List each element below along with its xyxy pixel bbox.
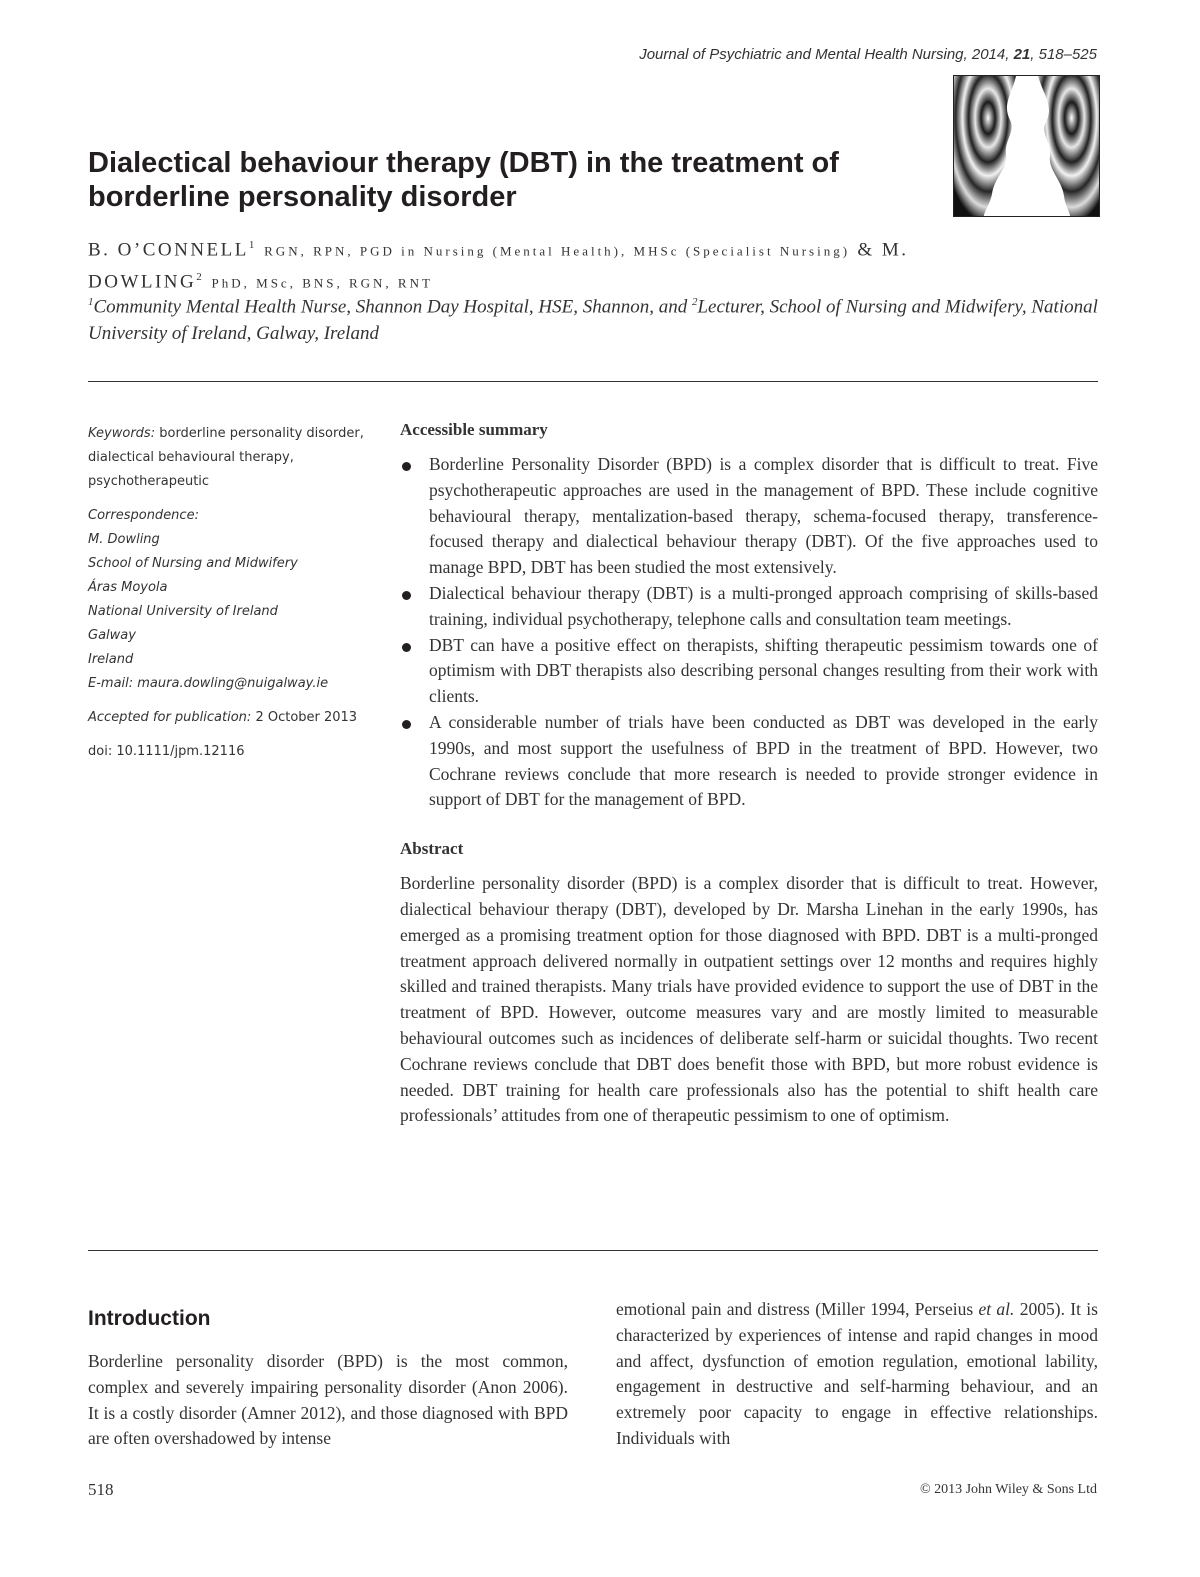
summary-and-abstract bbox=[400, 420, 1098, 1129]
abstract-divider bbox=[88, 1250, 1098, 1251]
copyright-notice: © 2013 John Wiley & Sons Ltd bbox=[919, 1482, 1097, 1497]
keywords: Keywords: borderline personality disorder, dialectical behavioural therapy, psychotherapeutic bbox=[88, 426, 364, 489]
list-item: Borderline Personality Disorder (BPD) is a complex disorder that is difficult to treat. Five psychotherapeutic approaches are used in the management of BPD. These include cognitive behavioural therapy, mentalization-based therapy, schema-focused therapy, transference-focused therapy and dialectical behaviour therapy (DBT). Of the five approaches used to manage BPD, DBT has been studied the most extensively. bbox=[400, 452, 1098, 581]
accessible-summary-heading: Accessible summary bbox=[400, 420, 548, 439]
author-list: B. O’CONNELL$^1$ RGN, RPN, PGD in Nursing (Mental Health), MHSc (Specialist Nursing) & M. DOWLING$^2$ PhD, MSc, BNS, RGN, RNT bbox=[88, 239, 909, 293]
introduction-right-column: emotional pain and distress (Miller 1994, Perseius et al. 2005). It is characterized by experiences of intense and rapid changes in mood and affect, dysfunction of emotion regulation, emotional lability, engagement in destructive and self-harming behaviour, and an extremely poor capacity to engage in effective relationships. Individuals with bbox=[616, 1299, 1098, 1448]
abstract-heading: Abstract bbox=[400, 839, 464, 859]
bullet-icon bbox=[402, 720, 411, 729]
header-divider bbox=[88, 381, 1098, 382]
bullet-icon bbox=[402, 643, 411, 652]
article-title: Dialectical behaviour therapy (DBT) in the treatment of borderline personality disorder bbox=[88, 147, 839, 213]
list-item: DBT can have a positive effect on therapists, shifting therapeutic pessimism towards one of optimism with DBT therapists also describing personal changes resulting from their work with clients. bbox=[400, 633, 1098, 710]
bullet-icon bbox=[402, 591, 411, 600]
bullet-icon bbox=[402, 462, 411, 471]
introduction-left-column: Borderline personality disorder (BPD) is the most common, complex and severely impairing personality disorder (Anon 2006). It is a costly disorder (Amner 2012), and those diagnosed with BPD are often overshadowed by intense bbox=[88, 1351, 568, 1449]
author-2-name: M. DOWLING bbox=[88, 239, 909, 293]
introduction-heading: Introduction bbox=[88, 1307, 211, 1330]
doi[interactable]: doi: 10.1111/jpm.12116 bbox=[88, 744, 245, 759]
accessible-summary-list bbox=[400, 452, 1098, 813]
journal-citation: Journal of Psychiatric and Mental Health Nursing, 2014, 21, 518–525 bbox=[639, 46, 1097, 63]
email-link[interactable]: E-mail: maura.dowling@nuigalway.ie bbox=[88, 676, 329, 691]
list-item: Dialectical behaviour therapy (DBT) is a multi-pronged approach comprising of skills-based training, individual psychotherapy, telephone calls and consultation team meetings. bbox=[400, 581, 1098, 633]
accepted-date: Accepted for publication: 2 October 2013 bbox=[88, 710, 358, 725]
article-metadata-sidebar bbox=[88, 422, 378, 770]
correspondence: Correspondence: M. Dowling School of Nursing and Midwifery Áras Moyola National University of Ireland Galway Ireland E-mail: maura.dowling@nuigalway.ie bbox=[88, 508, 329, 691]
abstract-text: Borderline personality disorder (BPD) is a complex disorder that is difficult to treat. However, dialectical behaviour therapy (DBT), developed by Dr. Marsha Linehan in the early 1990s, has emerged as a promising treatment option for those diagnosed with BPD. DBT is a multi-pronged treatment approach delivered normally in outpatient settings over 12 months and requires highly skilled and trained therapists. Many trials have provided evidence to support the use of DBT in the treatment of BPD. However, outcome measures vary and are mostly limited to measurable behavioural outcomes such as incidences of deliberate self-harm or suicidal thoughts. Two recent Cochrane reviews conclude that DBT does benefit those with BPD, but more robust evidence is needed. DBT training for health care professionals also has the potential to shift health care professionals’ attitudes from one of therapeutic pessimism to one of optimism. bbox=[400, 873, 1098, 1126]
author-1-qualifications: RGN, RPN, PGD in Nursing (Mental Health), MHSc (Specialist Nursing) bbox=[264, 243, 851, 259]
author-2-qualifications: PhD, MSc, BNS, RGN, RNT bbox=[211, 275, 433, 291]
page-number: 518 bbox=[88, 1480, 114, 1499]
affiliations: $^1$Community Mental Health Nurse, Shannon Day Hospital, HSE, Shannon, and $^2$Lecturer, School of Nursing and Midwifery, National University of Ireland, Galway, Ireland bbox=[88, 296, 1098, 345]
author-1-name: B. O’CONNELL bbox=[88, 239, 249, 261]
list-item: A considerable number of trials have been conducted as DBT was developed in the early 1990s, and most support the usefulness of BPD in the treatment of BPD. However, two Cochrane reviews conclude that more research is needed to provide stronger evidence in support of DBT for the management of BPD. bbox=[400, 710, 1098, 813]
journal-logo-faces-icon bbox=[953, 75, 1100, 217]
